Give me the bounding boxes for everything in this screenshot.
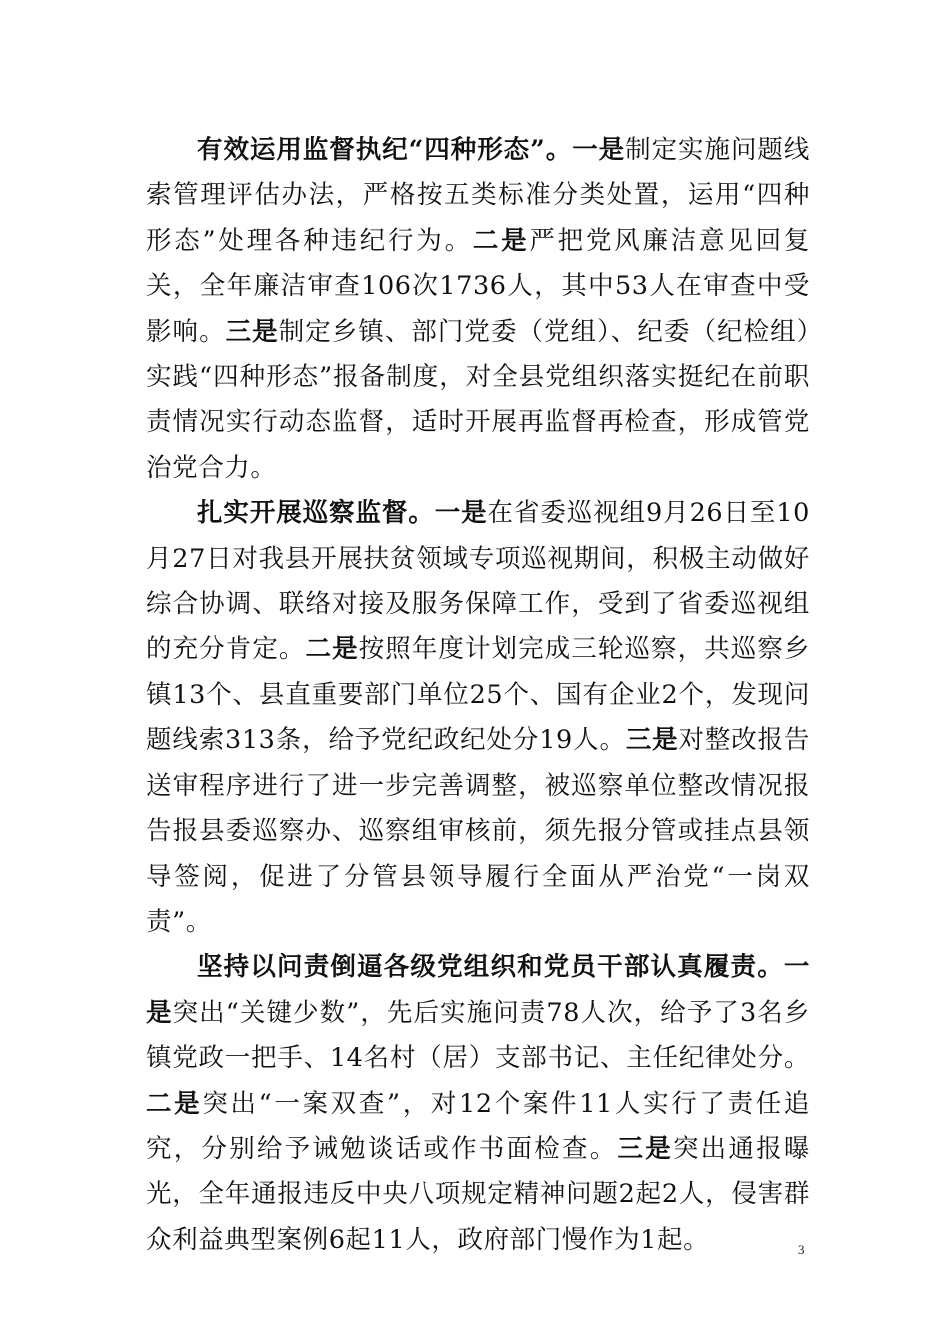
paragraph-heading: 坚持以问责倒逼各级党组织和党员干部认真履责。: [197, 952, 784, 983]
point-label: 一是: [146, 952, 810, 1028]
point-label: 一是: [572, 135, 626, 165]
paragraph-inspection: [146, 491, 810, 945]
paragraph-heading: 有效运用监督执纪“四种形态”。: [197, 135, 573, 165]
point-text: 制定实施问题线索管理评估办法，严格按五类标准分类处置，运用“四种形态”处理各种违纪行为。: [146, 135, 810, 256]
point-text: 突出“关键少数”，先后实施问责78人次，给予了3名乡镇党政一把手、14名村（居）支部书记、主任纪律处分。: [146, 997, 810, 1074]
point-label: 二是: [472, 225, 530, 256]
point-text: 制定乡镇、部门党委（党组）、纪委（纪检组）实践“四种形态”报备制度，对全县党组织落实挺纪在前职责情况实行动态监督，适时开展再监督再检查，形成管党治党合力。: [146, 316, 810, 483]
point-label: 二是: [146, 1088, 203, 1119]
point-text: 在省委巡视组9月26日至10月27日对我县开展扶贫领域专项巡视期间，积极主动做好综合协调、联络对接及服务保障工作，受到了省委巡视组的充分肯定。: [146, 498, 810, 665]
point-label: 二是: [305, 634, 359, 665]
point-text: 突出“一案双查”，对12个案件11人实行了责任追究，分别给予诫勉谈话或作书面检查。: [146, 1088, 810, 1164]
point-text: 对整改报告送审程序进行了进一步完善调整，被巡察单位整改情况报告报县委巡察办、巡察组审核前，须先报分管或挂点县领导签阅，促进了分管县领导履行全面从严治党“一岗双责”。: [146, 725, 810, 937]
paragraph-four-forms: [146, 128, 810, 491]
point-text: 按照年度计划完成三轮巡察，共巡察乡镇13个、县直重要部门单位25个、国有企业2个，发现问题线索313条，给予党纪政纪处分19人。: [146, 634, 811, 756]
point-text: 突出通报曝光，全年通报违反中央八项规定精神问题2起2人，侵害群众利益典型案例6起11人，政府部门慢作为1起。: [146, 1133, 810, 1255]
point-text: 严把党风廉洁意见回复关，全年廉洁审查106次1736人，其中53人在审查中受影响。: [146, 225, 810, 347]
body-text: [146, 128, 810, 1263]
page-number: 3: [798, 1242, 805, 1257]
point-label: 三是: [225, 316, 279, 347]
paragraph-heading: 扎实开展巡察监督。: [197, 498, 435, 529]
point-label: 一是: [434, 498, 488, 529]
paragraph-accountability: [146, 945, 810, 1263]
point-label: 三是: [625, 725, 679, 756]
point-label: 三是: [617, 1133, 673, 1164]
